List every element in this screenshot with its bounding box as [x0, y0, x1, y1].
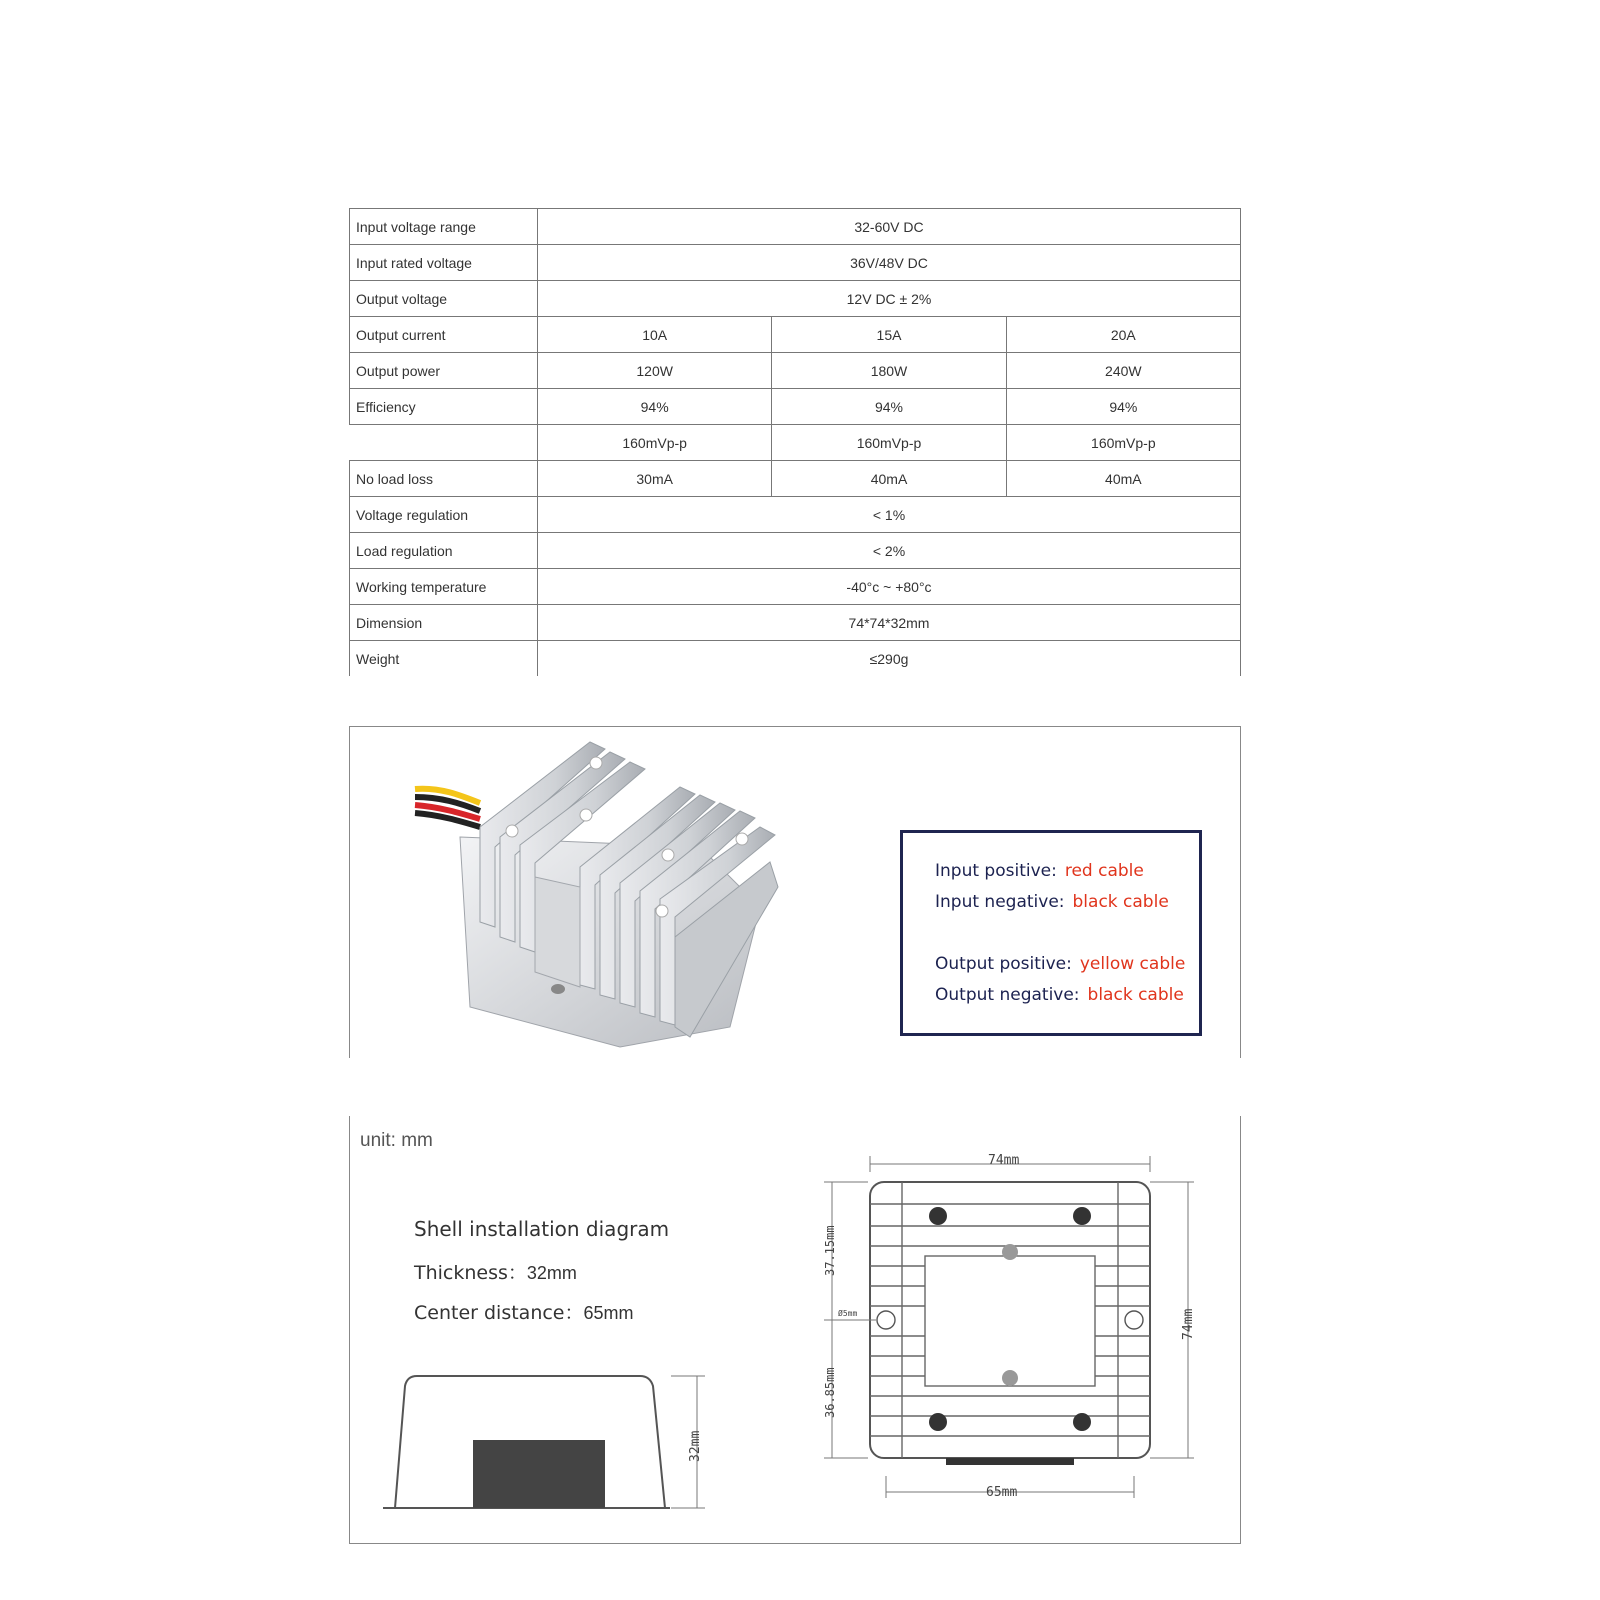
side-view-drawing	[375, 1366, 735, 1526]
center-distance-value: 65mm	[583, 1303, 634, 1323]
spec-value: ≤290g	[538, 641, 1241, 677]
input-negative-line	[935, 892, 1169, 912]
spec-value: 120W	[538, 353, 772, 389]
unit-label: unit: mm	[360, 1130, 433, 1151]
spec-value: 94%	[538, 389, 772, 425]
spec-label: Output voltage	[350, 281, 538, 317]
upper-left-dim: 37.15mm	[823, 1225, 837, 1276]
spec-value: 160mVp-p	[538, 425, 772, 461]
output-positive-line	[935, 954, 1185, 974]
spec-value: 74*74*32mm	[538, 605, 1241, 641]
output-negative-label: Output negative:	[935, 985, 1080, 1005]
table-row	[350, 389, 1241, 425]
spec-value: 15A	[772, 317, 1006, 353]
output-positive-value: yellow cable	[1079, 954, 1186, 974]
spec-value: 36V/48V DC	[538, 245, 1241, 281]
spec-label: Output current	[350, 317, 538, 353]
spec-table	[349, 208, 1241, 676]
top-view-drawing	[810, 1126, 1210, 1526]
thickness-label: Thickness：	[414, 1262, 527, 1284]
table-row	[350, 353, 1241, 389]
table-row	[350, 317, 1241, 353]
width-top-dim: 74mm	[988, 1153, 1020, 1168]
center-distance-line	[414, 1298, 634, 1325]
spec-value: < 1%	[538, 497, 1241, 533]
output-positive-label: Output positive:	[935, 954, 1072, 974]
cable-legend-box	[900, 830, 1202, 1036]
spec-label: Working temperature	[350, 569, 538, 605]
thickness-line	[414, 1258, 577, 1285]
center-bottom-dim: 65mm	[986, 1485, 1018, 1500]
spec-value: 160mVp-p	[1006, 425, 1240, 461]
table-row	[350, 461, 1241, 497]
input-negative-label: Input negative:	[935, 892, 1065, 912]
converter-product-image	[400, 727, 800, 1057]
hole-dim: Ø5mm	[838, 1309, 858, 1318]
side-view-block	[473, 1440, 605, 1508]
side-height-dim: 32mm	[688, 1430, 703, 1462]
table-row	[350, 605, 1241, 641]
spec-value: 240W	[1006, 353, 1240, 389]
spec-value: 180W	[772, 353, 1006, 389]
input-positive-line	[935, 861, 1144, 881]
input-positive-label: Input positive:	[935, 861, 1057, 881]
product-panel	[349, 726, 1241, 1058]
spec-value: 20A	[1006, 317, 1240, 353]
spec-label: Dimension	[350, 605, 538, 641]
spec-label: No load loss	[350, 461, 538, 497]
spec-value: 94%	[772, 389, 1006, 425]
thickness-value: 32mm	[526, 1263, 577, 1283]
spec-value: 94%	[1006, 389, 1240, 425]
spec-label: Load regulation	[350, 533, 538, 569]
spec-label: Weight	[350, 641, 538, 677]
spec-value: 32-60V DC	[538, 209, 1241, 245]
table-row	[350, 425, 1241, 461]
spec-label: Efficiency	[350, 389, 538, 425]
lower-left-dim: 36.85mm	[823, 1367, 837, 1418]
shell-diagram-title: Shell installation diagram	[414, 1217, 670, 1241]
wires	[415, 789, 480, 827]
spec-value: -40°c ~ +80°c	[538, 569, 1241, 605]
spec-label	[350, 425, 538, 461]
center-distance-label: Center distance：	[414, 1302, 584, 1324]
drawing-panel	[349, 1116, 1241, 1544]
table-row	[350, 569, 1241, 605]
table-row	[350, 209, 1241, 245]
spec-label: Input voltage range	[350, 209, 538, 245]
table-row	[350, 245, 1241, 281]
output-negative-line	[935, 985, 1184, 1005]
spec-value: 30mA	[538, 461, 772, 497]
spec-value: 40mA	[772, 461, 1006, 497]
spec-label: Output power	[350, 353, 538, 389]
spec-value: 10A	[538, 317, 772, 353]
spec-value: 12V DC ± 2%	[538, 281, 1241, 317]
table-row	[350, 497, 1241, 533]
output-negative-value: black cable	[1087, 985, 1184, 1005]
table-row	[350, 533, 1241, 569]
spec-label: Voltage regulation	[350, 497, 538, 533]
height-right-dim: 74mm	[1181, 1308, 1196, 1340]
table-row	[350, 641, 1241, 677]
spec-value: 160mVp-p	[772, 425, 1006, 461]
input-positive-value: red cable	[1064, 861, 1144, 881]
table-row	[350, 281, 1241, 317]
spec-value: < 2%	[538, 533, 1241, 569]
input-negative-value: black cable	[1072, 892, 1169, 912]
spec-value: 40mA	[1006, 461, 1240, 497]
spec-label: Input rated voltage	[350, 245, 538, 281]
